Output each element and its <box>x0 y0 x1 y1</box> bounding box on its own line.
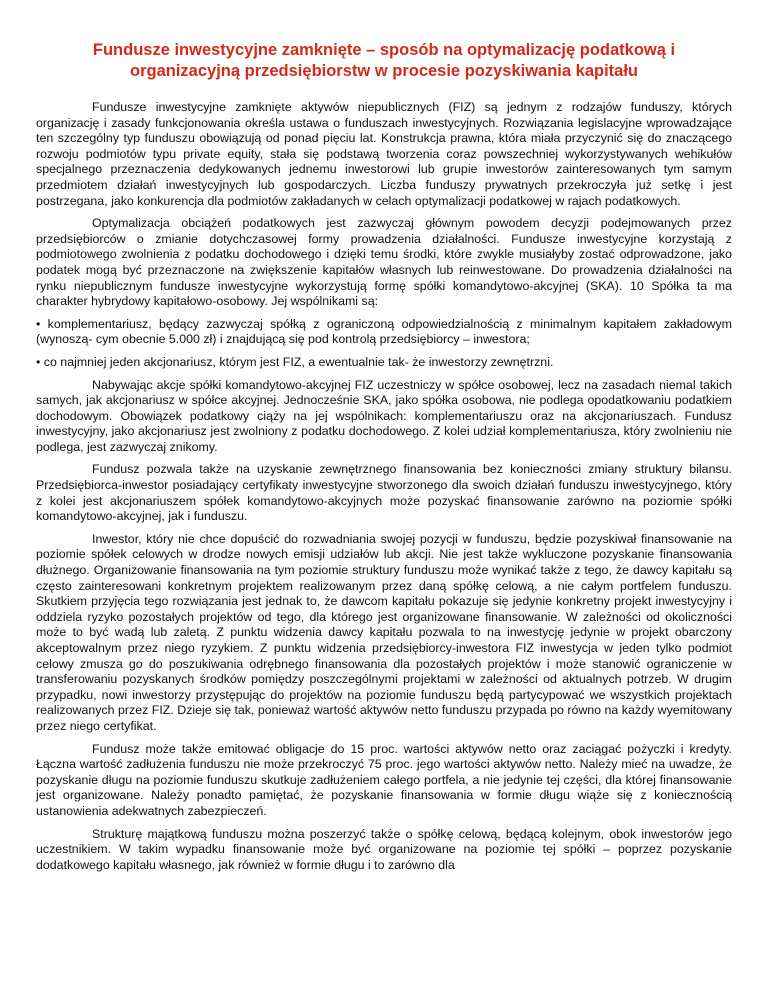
paragraph-intro: Fundusze inwestycyjne zamknięte aktywów niepublicznych (FIZ) są jednym z rodzajów funduszy, których organizację i zasady funkcjonowania określa ustawa o funduszach inwestycyjnych. Rozwiązania legislacyjne wprowadzające ten szczególny typ funduszu obowiązują od ponad pięciu lat. Konstrukcja prawna, która miała przyczynić się do znaczącego rozwoju podmiotów typu private equity, stała się podstawą tworzenia coraz powszechniej wykorzystywanych wehikułów specjalnego przeznaczenia dedykowanych jednemu inwestorowi lub grupie inwestorów zainteresowanych tym samym przedmiotem działań inwestycyjnych lub gospodarczych. Liczba funduszy prywatnych przekroczyła już setkę i jest postrzegana, jako konkurencja dla podmiotów zakładanych w celach optymalizacji podatkowej w rajach podatkowych. <box>36 100 732 208</box>
paragraph-optimization: Optymalizacja obciążeń podatkowych jest zazwyczaj głównym powodem decyzji podejmowanych przez przedsiębiorców o zmianie dotychczasowej formy prowadzenia działalności. Fundusze inwestycyjne korzystają z podmiotowego zwolnienia z podatku dochodowego i dzięki temu środki, które zwykle musiałyby zostać odprowadzone, jako podatek mogą być przeznaczone na zwiększenie kapitałów własnych lub reinwestowane. Do prowadzenia działalności na rynku niepublicznym fundusze inwestycyjne wykorzystują formę spółki komandytowo-akcyjnej (SKA). 10 Spółka ta ma charakter hybrydowy kapitałowo-osobowy. Jej wspólnikami są: <box>36 216 732 309</box>
paragraph-special-purpose-company: Strukturę majątkową funduszu można poszerzyć także o spółkę celową, będącą kolejnym, obok inwestorów jego uczestnikiem. W takim wypadku finansowanie może być organizowane na poziomie tej spółki – poprzez pozyskanie dodatkowego kapitału własnego, jak również w formie długu i to zarówno dla <box>36 826 732 872</box>
paragraph-bonds-loans: Fundusz może także emitować obligacje do 15 proc. wartości aktywów netto oraz zaciągać pożyczki i kredyty. Łączna wartość zadłużenia funduszu nie może przekroczyć 75 proc. jego wartości aktywów netto. Należy mieć na uwadze, że pozyskanie długu na poziomie funduszu skutkuje zadłużeniem całego portfela, a nie jedynie tej części, dla której finansowanie jest organizowane. Należy ponadto pamiętać, że pozyskanie finansowania w formie długu wiąże się z koniecznością ustanowienia adekwatnych zabezpieczeń. <box>36 741 732 818</box>
paragraph-investor-position: Inwestor, który nie chce dopuścić do rozwadniania swojej pozycji w funduszu, będzie pozyskiwał finansowanie na poziomie spółek celowych w drodze nowych emisji udziałów lub akcji. Nie jest także wykluczone pozyskanie finansowania dłużnego. Organizowanie finansowania na tym poziomie struktury funduszu może wynikać także z tego, że dawcy kapitału są często zainteresowani konkretnym projektem realizowanym przez daną spółkę celową, a nie całym portfelem funduszu. Skutkiem przyjęcia tego rozwiązania jest jednak to, że dawcom kapitału pokazuje się jedynie konkretny projekt inwestycyjny i oddziela ryzyko pozostałych projektów od tego, dla którego jest organizowane finansowanie. W zależności od okoliczności może to być wadą lub zaletą. Z punktu widzenia dawcy kapitału pozwala to na inwestycję jedynie w projekt obarczony akceptowalnym przez niego ryzykiem. Z punktu widzenia przedsiębiorcy-inwestora FIZ inwestycja w jeden tylko podmiot celowy zmusza go do poszukiwania odrębnego finansowania dla pozostałych projektów i może stanowić ograniczenie w transferowaniu pozyskanych środków pomiędzy poszczególnymi projektami w zależności od aktualnych potrzeb. W drugim przypadku, nowi inwestorzy przystępując do projektów na poziomie funduszu będą partycypować we wszystkich projektach realizowanych przez FIZ. Dzieje się tak, ponieważ wartość aktywów netto funduszu przypada po równo na każdy wyemitowany przez niego certyfikat. <box>36 531 732 733</box>
bullet-item-komplementariusz: • komplementariusz, będący zazwyczaj spółką z ograniczoną odpowiedzialnością z minimalnym kapitałem zakładowym (wynoszą- cym obecnie 5.000 zł) i znajdującą się pod kontrolą przedsiębiorcy – inwestora; <box>36 316 732 347</box>
paragraph-ska-shares: Nabywając akcje spółki komandytowo-akcyjnej FIZ uczestniczy w spółce osobowej, lecz na zasadach niemal takich samych, jak akcjonariusz w spółce akcyjnej. Jednocześnie SKA, jako spółka osobowa, nie podlega opodatkowaniu podatkiem dochodowym. Obowiązek podatkowy ciąży na jej wspólnikach: komplementariuszu oraz na akcjonariuszach. Fundusz inwestycyjny, jako akcjonariusz jest zwolniony z podatku dochodowego. Z kolei udział komplementariusza, który zwolnieniu nie podlega, jest zazwyczaj znikomy. <box>36 377 732 454</box>
paragraph-external-financing: Fundusz pozwala także na uzyskanie zewnętrznego finansowania bez konieczności zmiany struktury bilansu. Przedsiębiorca-inwestor posiadający certyfikaty inwestycyjne stworzonego dla swoich działań funduszu inwestycyjnego, który z kolei jest akcjonariuszem spółek komandytowo-akcyjnych może pozyskać finansowanie zarówno na poziomie spółki komandytowo-akcyjnej, jak i funduszu. <box>36 462 732 524</box>
bullet-item-akcjonariusz: • co najmniej jeden akcjonariusz, którym jest FIZ, a ewentualnie tak- że inwestorzy zewnętrzni. <box>36 354 554 369</box>
document-title: Fundusze inwestycyjne zamknięte – sposób na optymalizację podatkową i organizacyjną przedsiębiorstw w procesie pozyskiwania kapitału <box>92 41 676 80</box>
